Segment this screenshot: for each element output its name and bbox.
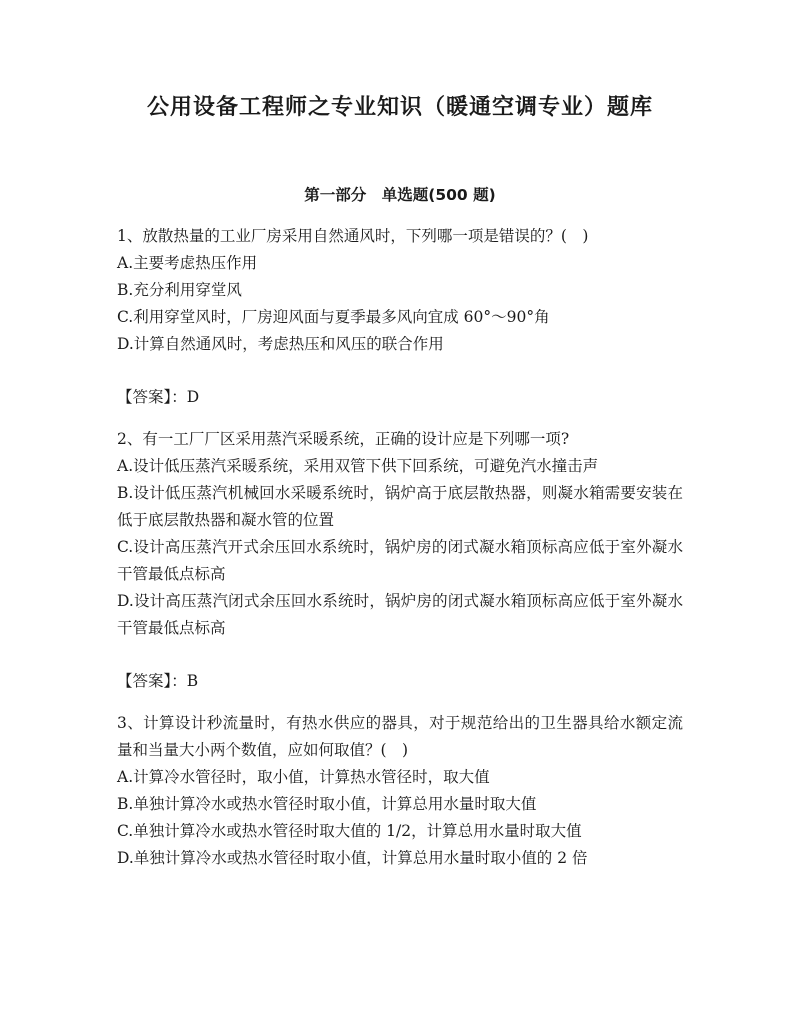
question-stem: 3、计算设计秒流量时，有热水供应的器具，对于规范给出的卫生器具给水额定流量和当量大小两个数值，应如何取值？( )	[117, 714, 683, 759]
answer-label: 【答案】：D	[117, 388, 200, 406]
option-b: B.设计低压蒸汽机械回水采暖系统时，锅炉高于底层散热器，则凝水箱需要安装在低于底层散热器和凝水管的位置	[117, 484, 683, 529]
option-a: A.设计低压蒸汽采暖系统，采用双管下供下回系统，可避免汽水撞击声	[117, 457, 599, 475]
question-list	[117, 223, 683, 872]
question-block	[117, 710, 683, 872]
option-b: B.充分利用穿堂风	[117, 281, 242, 299]
question-stem: 2、有一工厂厂区采用蒸汽采暖系统，正确的设计应是下列哪一项?	[117, 430, 570, 448]
question-block	[117, 426, 683, 710]
option-a: A.计算冷水管径时，取小值，计算热水管径时，取大值	[117, 768, 490, 786]
option-c: C.设计高压蒸汽开式余压回水系统时，锅炉房的闭式凝水箱顶标高应低于室外凝水干管最低点标高	[117, 538, 683, 583]
question-stem: 1、放散热量的工业厂房采用自然通风时，下列哪一项是错误的？( )	[117, 227, 589, 245]
option-d: D.单独计算冷水或热水管径时取小值，计算总用水量时取小值的 2 倍	[117, 849, 588, 867]
section-heading: 第一部分 单选题(500 题)	[304, 186, 496, 204]
option-c: C.单独计算冷水或热水管径时取大值的 1/2，计算总用水量时取大值	[117, 822, 582, 840]
answer-label: 【答案】：B	[117, 672, 199, 690]
option-a: A.主要考虑热压作用	[117, 254, 258, 272]
option-d: D.计算自然通风时，考虑热压和风压的联合作用	[117, 335, 444, 353]
option-c: C.利用穿堂风时，厂房迎风面与夏季最多风向宜成 60°～90°角	[117, 308, 550, 326]
option-b: B.单独计算冷水或热水管径时取小值，计算总用水量时取大值	[117, 795, 537, 813]
document-title: 公用设备工程师之专业知识（暖通空调专业）题库	[146, 95, 653, 120]
question-block	[117, 223, 683, 426]
option-d: D.设计高压蒸汽闭式余压回水系统时，锅炉房的闭式凝水箱顶标高应低于室外凝水干管最低点标高	[117, 592, 683, 637]
